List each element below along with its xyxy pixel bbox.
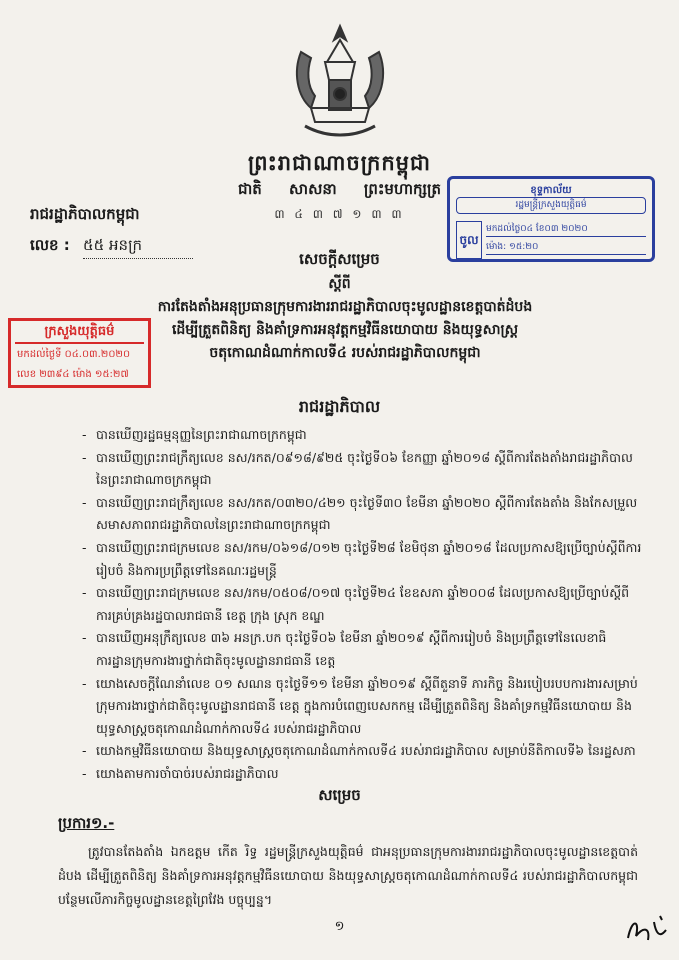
red-ministry-stamp — [8, 318, 151, 388]
royal-coat-of-arms-emblem — [287, 22, 393, 144]
subject-line-3: ចតុកោណដំណាក់កាលទី៤ របស់រាជរដ្ឋាភិបាលកម្ពុជា — [209, 345, 481, 361]
header-ornament: ៣ ៤ ៣ ៧ ១ ៣ ៣ — [274, 207, 405, 221]
preamble-item: - បានឃើញព្រះរាជក្រឹត្យលេខ នស/រកត/០៩១៨/៩២៥ ចុះថ្ងៃទី០៦ ខែកញ្ញា ឆ្នាំ២០១៨ ស្តីពីការតែងតាំងរាជរដ្ឋាភិបាលនៃព្រះរាជាណាចក្រកម្ពុជា — [82, 447, 642, 492]
preamble-item: - បានឃើញព្រះរាជក្រមលេខ នស/រកម/០៥០៨/០១៧ ចុះថ្ងៃទី២៤ ខែឧសភា ឆ្នាំ២០០៨ ដែលប្រកាសឱ្យប្រើច្បាប់ស្តីពីការគ្រប់គ្រងរដ្ឋបាលរាជធានី ខេត្ត ក្រុង ស្រុក ខណ្ឌ — [82, 582, 642, 627]
kingdom-title: ព្រះរាជាណាចក្រកម្ពុជា — [247, 151, 431, 175]
red-stamp-ministry: ក្រសួងយុត្តិធម៌ — [15, 323, 144, 344]
stamp-received-label: ចូល — [456, 221, 482, 259]
preamble-item: - យោងតាមការចាំបាច់របស់រាជរដ្ឋាភិបាល — [82, 763, 642, 786]
preamble-item: - បានឃើញអនុក្រឹត្យលេខ ៣៦ អនក្រ.បក ចុះថ្ងៃទី០៦ ខែមីនា ឆ្នាំ២០១៩ ស្តីពីការរៀបចំ និងប្រព្រឹត្តទៅនៃលេខាធិការដ្ឋានក្រុមការងារថ្នាក់ជាតិចុះមូលដ្ឋានរាជធានី ខេត្ត — [82, 627, 642, 672]
about-heading: ស្តីពី — [328, 276, 351, 292]
handwritten-initials-signature — [622, 908, 672, 948]
stamp-time-line: ម៉ោង: ១៥:២០ — [486, 241, 646, 255]
government-heading: រាជរដ្ឋាភិបាល — [298, 397, 381, 416]
preamble-item: - បានឃើញព្រះរាជក្រមលេខ នស/រកម/០៦១៨/០១២ ចុះថ្ងៃទី២៨ ខែមិថុនា ឆ្នាំ២០១៨ ដែលប្រកាសឱ្យប្រើច្បាប់ស្តីពីការរៀបចំ និងការប្រព្រឹត្តទៅនៃគណៈរដ្ឋមន្ត្រី — [82, 537, 642, 582]
subject-line-2: ដើម្បីត្រួតពិនិត្យ និងគាំទ្រការអនុវត្តកម្មវិធីនយោបាយ និងយុទ្ធសាស្ត្រ — [171, 322, 519, 338]
decision-heading: សេចក្តីសម្រេច — [299, 250, 380, 268]
document-number-value: ៥៥ អនក្រ — [83, 236, 193, 259]
document-number-label: លេខ : — [30, 236, 70, 254]
stamp-office: ខុទ្ទកាល័យ — [530, 185, 572, 196]
stamp-date-line: មកដល់ថ្ងៃ០៤ ខែ០៣ ២០២០ — [486, 223, 646, 237]
stamp-ministry: រដ្ឋមន្ត្រីក្រសួងយុត្តិធម៌ — [456, 197, 646, 214]
preamble-item: - យោងសេចក្តីណែនាំលេខ ០១ សណន ចុះថ្ងៃទី១១ ខែមីនា ឆ្នាំ២០១៩ ស្តីពីតួនាទី ភារកិច្ច និងរបៀបរបបការងារសម្រាប់ក្រុមការងារថ្នាក់ជាតិចុះមូលដ្ឋានរាជធានី ខេត្ត ក្នុងការបំពេញបេសកកម្ម ដើម្បីត្រួតពិនិត្យ និងគាំទ្រកម្មវិធីនយោបាយ និងយុទ្ធសាស្ត្រចតុកោណដំណាក់កាលទី៤ របស់រាជរដ្ឋាភិបាល — [82, 673, 642, 741]
article-text: ត្រូវបានតែងតាំង ឯកឧត្តម កើត រិទ្ធ រដ្ឋមន្ត្រីក្រសួងយុត្តិធម៌ ជាអនុប្រធានក្រុមការងាររាជរដ្ឋាភិបាលចុះមូលដ្ឋានខេត្តបាត់ដំបង ដើម្បីត្រួតពិនិត្យ និងគាំទ្រការអនុវត្តកម្មវិធីនយោបាយ និងយុទ្ធសាស្ត្រចតុកោណដំណាក់កាលទី៤ របស់រាជរដ្ឋាភិបាលកម្ពុជា បន្ថែមលើភារកិច្ចមូលដ្ឋានខេត្តព្រៃវែង បច្ចុប្បន្ន។ — [58, 844, 638, 907]
red-stamp-date: មកដល់ថ្ងៃទី ០៤.០៣.២០២០ — [17, 349, 131, 360]
page-number: ១ — [334, 919, 345, 934]
issuing-authority: រាជរដ្ឋាភិបាលកម្ពុជា — [30, 205, 140, 223]
subject-line-1: ការតែងតាំងអនុប្រធានក្រុមការងាររាជរដ្ឋាភិបាលចុះមូលដ្ឋានខេត្តបាត់ដំបង — [157, 299, 533, 315]
national-motto: ជាតិ សាសនា ព្រះមហាក្សត្រ — [238, 180, 441, 198]
preamble-item: - បានឃើញរដ្ឋធម្មនុញ្ញនៃព្រះរាជាណាចក្រកម្ពុជា — [82, 424, 642, 447]
preamble-item: - បានឃើញព្រះរាជក្រឹត្យលេខ នស/រកត/០៣២០/៤២១ ចុះថ្ងៃទី៣០ ខែមីនា ឆ្នាំ២០២០ ស្តីពីការតែងតាំង និងកែសម្រួលសមាសភាពរាជរដ្ឋាភិបាលនៃព្រះរាជាណាចក្រកម្ពុជា — [82, 492, 642, 537]
decides-heading: សម្រេច — [318, 786, 361, 804]
preamble-item: - យោងកម្មវិធីនយោបាយ និងយុទ្ធសាស្ត្រចតុកោណដំណាក់កាលទី៤ របស់រាជរដ្ឋាភិបាល សម្រាប់នីតិកាលទី៦ នៃរដ្ឋសភា — [82, 740, 642, 763]
red-stamp-number: លេខ ២៣៩៤ ម៉ោង ១៥:២៧ — [17, 369, 129, 380]
preamble-list — [82, 424, 642, 786]
article-label: ប្រការ១.- — [58, 814, 115, 832]
